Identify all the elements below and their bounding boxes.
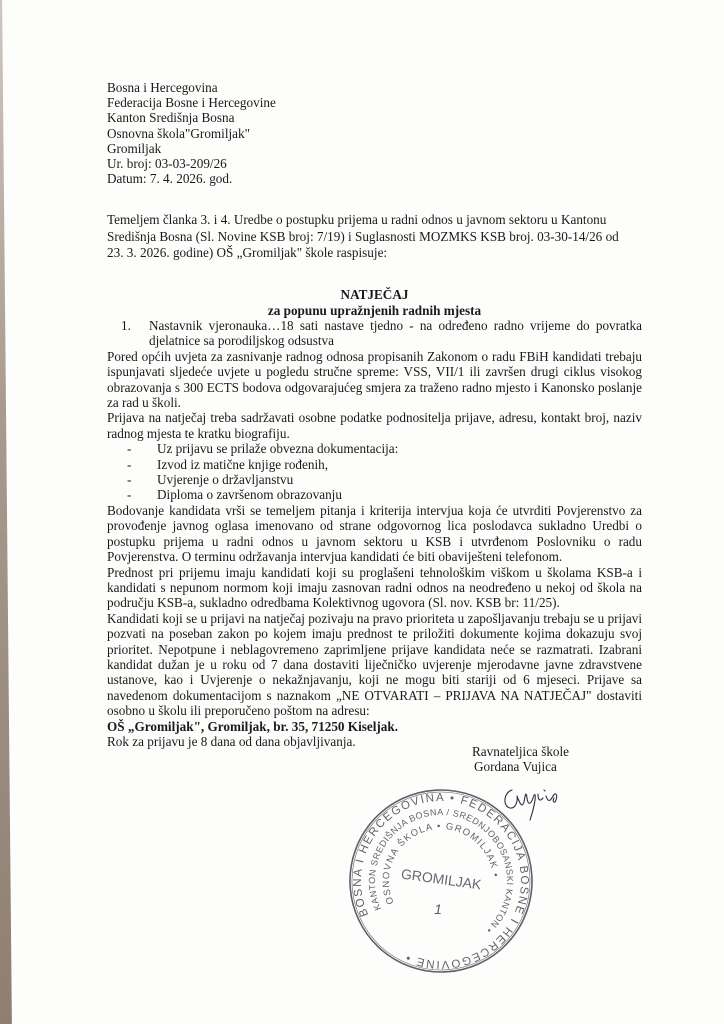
submission-address: OŠ „Gromiljak", Gromiljak, br. 35, 71250 Kiseljak.: [107, 718, 398, 734]
stamp-outer-ring-text: BOSNA I HERCEGOVINA • FEDERACIJA BOSNE I HERCEGOVINE •: [351, 791, 531, 971]
bullet-dash: -: [127, 487, 132, 503]
title-block: [107, 287, 642, 318]
document-list-item: [107, 472, 642, 487]
document-list-text: Uvjerenje o državljanstvu: [157, 472, 294, 488]
stamp-center-name: GROMILJAK: [400, 865, 483, 893]
document-list-item: [107, 457, 642, 472]
deadline-text: Rok za prijavu je 8 dana od dana objavljivanja.: [107, 733, 356, 749]
document-list-text: Izvod iz matične knjige rođenih,: [157, 456, 329, 472]
official-stamp: [346, 786, 536, 976]
intro-line: Središnja Bosna (Sl. Novine KSB broj: 7/19) i Suglasnosti MOZMKS KSB broj. 03-30-14/26 od: [107, 228, 619, 244]
document-list-text: Diploma o završenom obrazovanju: [157, 487, 342, 503]
position-number: 1.: [121, 318, 131, 333]
requirements-paragraph: Pored općih uvjeta za zasnivanje radnog odnosa propisanih Zakonom o radu FBiH kandidati trebaju ispunjavati sljedeće uvjete u pogledu stručne spreme: VSS, VII/1 ili završen drugi ciklus visokog obrazovanja s 300 ECTS bodova odgovarajućeg smjera za traženo radno mjesto i Kanonsko poslanje za rad u školi.: [107, 348, 642, 411]
signatory-role: Ravnateljica škole: [472, 744, 570, 759]
document-subtitle: za popunu upražnjenih radnih mjesta: [267, 302, 482, 318]
document-body: [107, 318, 642, 749]
bullet-dash: -: [127, 472, 132, 488]
document-list-item: [107, 441, 642, 456]
letterhead-line: Kanton Središnja Bosna: [107, 110, 235, 126]
stamp-inner-ring-text: OSNOVNA ŠKOLA • GROMILJAK •: [380, 820, 501, 906]
letterhead-line: Bosna i Hercegovina: [107, 80, 218, 95]
position-text: Nastavnik vjeronauka…18 sati nastave tjedno - na određeno radno vrijeme do povratka djelatnice sa porodiljskog odsustva: [149, 318, 642, 349]
intro-paragraph: [107, 212, 642, 262]
special-rights-paragraph: Kandidati koji se u prijavi na natječaj pozivaju na pravo prioriteta u zapošljavanju trebaju se u prijavi pozvati na poseban zakon po kojem imaju prednost te priložiti dokumente kojima dokazuju svoj prioritet. Nepotpune i neblagovremeno zaprimljene prijave kandidata neće se razmatrati. Izabrani kandidat dužan je u roku od 7 dana dostaviti liječničko uvjerenje mjerodavne javne zdravstvene ustanove, kao i Uvjerenje o nekažnjavanju, koji ne mogu biti stariji od 6 mjeseci. Prijave sa navedenom dokumentacijom s naznakom „NE OTVARATI – PRIJAVA NA NATJEČAJ" dostaviti osobno u školu ili preporučeno poštom na adresu:: [107, 610, 642, 719]
document-date: Datum: 7. 4. 2026. god.: [107, 171, 233, 187]
priority-paragraph: Prednost pri prijemu imaju kandidati koji su proglašeni tehnološkim viškom u školama KSB-a i kandidati s nepunom normom koji imaju zasnovan radni odnos na neodređeno u nekoj od škola na području KSB-a, sukladno odredbama Kolektivnog ugovora (Sl. nov. KSB br: 11/25).: [107, 564, 642, 611]
stamp-center-number: 1: [434, 901, 442, 917]
letterhead-line: Osnovna škola"Gromiljak": [107, 125, 250, 141]
intro-line: 23. 3. 2026. godine) OŠ „Gromiljak" škole raspisuje:: [107, 245, 388, 260]
intro-line: Temeljem članka 3. i 4. Uredbe o postupku prijema u radni odnos u javnom sektoru u Kantonu: [107, 212, 607, 227]
stamp-middle-ring-text: KANTON SREDIŠNJA BOSNA / SREDNJOBOSANSKI KANTON •: [366, 806, 516, 936]
signatory-name: Gordana Vujica: [474, 759, 557, 775]
letterhead-line: Federacija Bosne i Hercegovine: [107, 95, 276, 111]
document-list-text: Uz prijavu se prilaže obvezna dokumentacija:: [157, 441, 399, 457]
letterhead-line: Gromiljak: [107, 140, 162, 156]
bullet-dash: -: [127, 456, 132, 472]
position-item: [107, 318, 642, 349]
bullet-dash: -: [127, 441, 132, 457]
application-paragraph: Prijava na natječaj treba sadržavati osobne podatke podnositelja prijave, adresu, kontakt broj, naziv radnog mjesta te kratku biografiju.: [107, 410, 642, 441]
scoring-paragraph: Bodovanje kandidata vrši se temeljem pitanja i kriterija intervjua koja će utvrditi Povjerenstvo za provođenje javnog oglasa imenovano od strane odgovornog lica poslodavca sukladno Uredbi o postupku prijema u radni odnos u javnom sektoru u KSB i utvrđenom Poslovniku o radu Povjerenstva. O terminu održavanja intervjua kandidati će biti obaviješteni telefonom.: [107, 502, 642, 565]
reference-number: Ur. broj: 03-03-209/26: [107, 156, 227, 172]
document-title: NATJEČAJ: [340, 287, 409, 302]
letterhead: [107, 80, 276, 186]
document-list-item: [107, 487, 642, 502]
